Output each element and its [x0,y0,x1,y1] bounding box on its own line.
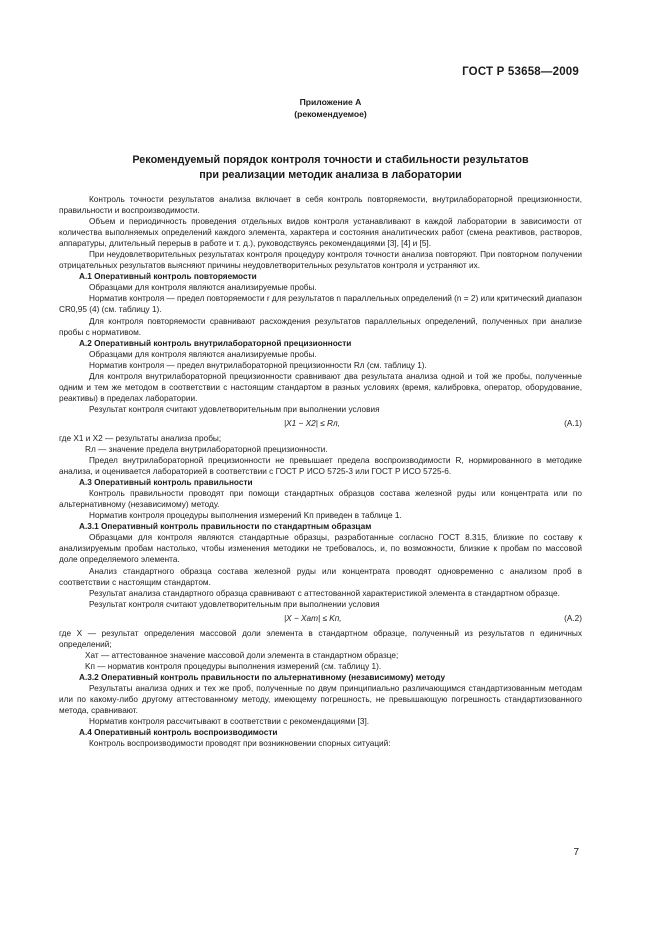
equation-number: (А.2) [564,613,582,623]
equation-expression: |X − Xат| ≤ Kп, [284,613,342,623]
paragraph: Контроль точности результатов анализа включает в себя контроль повторяемости, внутрилабораторной прецизионности, правильности и воспроизводимости. [59,195,582,216]
paragraph: Образцами для контроля являются анализируемые пробы. [89,283,317,293]
equation-legend: где X1 и X2 — результаты анализа пробы; [59,433,222,443]
equation-legend: Xат — аттестованное значение массовой доли элемента в стандартном образце; [85,650,399,660]
paragraph: Результат анализа стандартного образца сравнивают с аттестованной характеристикой элемента в стандартном образце. [89,588,560,598]
paragraph: Анализ стандартного образца состава железной руды или концентрата проводят одновременно с анализом проб в соответствии с настоящим стандартом. [59,566,582,587]
equation-legend: Kп — норматив контроля процедуры выполнения измерений (см. таблицу 1). [85,661,382,671]
paragraph: Контроль воспроизводимости проводят при возникновении спорных ситуаций: [89,739,391,749]
section-heading-a1: А.1 Оперативный контроль повторяемости [79,272,257,282]
paragraph: Контроль правильности проводят при помощи стандартных образцов состава железной руды или концентрата или по альтернативному (независимому) методу. [59,489,582,510]
section-heading-a32: А.3.2 Оперативный контроль правильности по альтернативному (независимому) методу [79,672,446,682]
document-title-line1: Рекомендуемый порядок контроля точности и стабильности результатов [132,154,529,166]
paragraph: Для контроля повторяемости сравнивают расхождения результатов параллельных определений, полученных при анализе пробы с нормативом. [59,316,582,337]
paragraph: Норматив контроля рассчитывают в соответствии с рекомендациями [3]. [89,717,370,727]
equation-number: (А.1) [564,418,582,428]
equation-legend: Rл — значение предела внутрилабораторной прецизионности. [85,444,328,454]
document-body [59,194,582,749]
paragraph: Для контроля внутрилабораторной прецизионности сравнивают два результата анализа одной и той же пробы, полученные одним и тем же методом в соответствии с настоящим стандартом в разных условиях (время, калибровка, оператор, оборудование, реактивы) в пределах лаборатории. [59,371,582,403]
paragraph: При неудовлетворительных результатах контроля процедуру контроля точности анализа повторяют. При повторном получении отрицательных результатов выясняют причины неудовлетворительных результатов контроля и устраняют их. [59,250,582,271]
equation-legend: где X — результат определения массовой доли элемента в стандартном образце, полученный из результатов n единичных определений; [59,628,582,649]
paragraph: Предел внутрилабораторной прецизионности не превышает предела воспроизводимости R, нормированного в методике анализа, и оценивается лабораторией в соответствии с ГОСТ Р ИСО 5725-3 или ГОСТ Р ИСО 5725-6. [59,456,582,477]
annex-label: Приложение А [299,97,362,107]
section-heading-a31: А.3.1 Оперативный контроль правильности по стандартным образцам [79,522,372,532]
equation-a1 [59,417,582,432]
paragraph: Норматив контроля процедуры выполнения измерений Kп приведен в таблице 1. [89,511,402,521]
paragraph: Результат контроля считают удовлетворительным при выполнении условия [89,404,380,414]
paragraph: Объем и периодичность проведения отдельных видов контроля устанавливают в каждой лаборатории в зависимости от количества выполняемых определений каждого элемента, характера и состояния аналитических работ (смена реактивов, растворов, аппаратуры, длительный перерыв в работе и т. д.), руководствуясь рекомендациями [3], [4] и [5]. [59,217,582,249]
section-heading-a4: А.4 Оперативный контроль воспроизводимости [79,728,278,738]
annex-status: (рекомендуемое) [294,109,367,119]
standard-header: ГОСТ Р 53658—2009 [462,66,579,78]
paragraph: Норматив контроля — предел внутрилабораторной прецизионности Rл (см. таблицу 1). [89,360,427,370]
section-heading-a2: А.2 Оперативный контроль внутрилабораторной прецизионности [79,338,352,348]
section-heading-a3: А.3 Оперативный контроль правильности [79,478,253,488]
page-number: 7 [573,847,579,858]
document-title-line2: при реализации методик анализа в лаборатории [199,169,462,181]
paragraph: Образцами для контроля являются стандартные образцы, разработанные согласно ГОСТ 8.315, близкие по составу к анализируемым пробам настолько, чтобы изменения методики не требовалось, и, по возможности, близкие к пробам по массовой доле определяемого элемента. [59,533,582,565]
paragraph: Результат контроля считают удовлетворительным при выполнении условия [89,599,380,609]
paragraph: Норматив контроля — предел повторяемости r для результатов n параллельных определений (n = 2) или критический диапазон CR0,95 (4) (см. таблицу 1). [59,294,582,315]
paragraph: Образцами для контроля являются анализируемые пробы. [89,349,317,359]
paragraph: Результаты анализа одних и тех же проб, полученные по двум принципиально различающимся стандартизованным методам или по какому-либо другому аттестованному методу, имеющему погрешность, не превышающую погрешность стандартизованного метода, сравнивают. [59,683,582,716]
equation-a2 [59,612,582,627]
equation-expression: |X1 − X2| ≤ Rл, [284,418,340,428]
